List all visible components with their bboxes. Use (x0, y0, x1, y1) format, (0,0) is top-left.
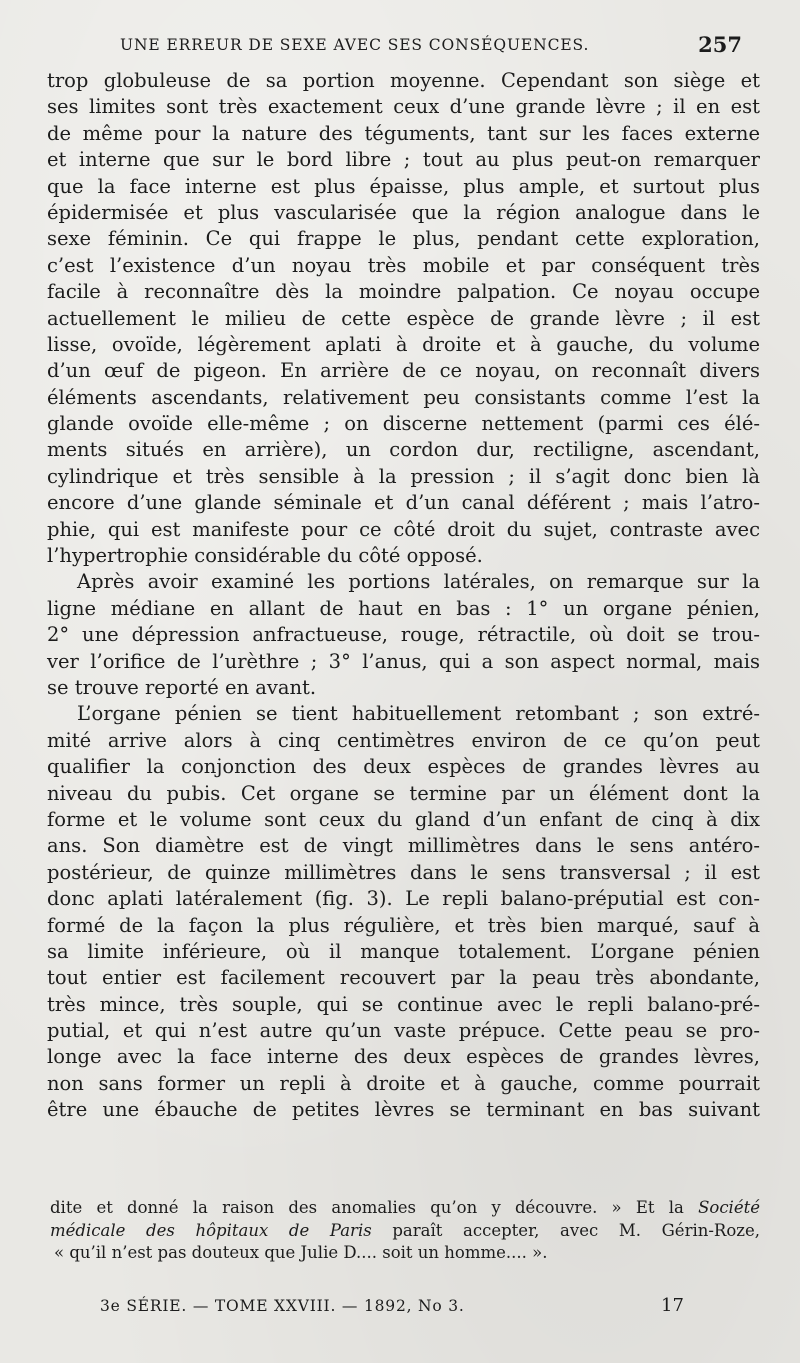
text-line: postérieur, de quinze millimètres dans le sens transversal ; il est (47, 860, 760, 884)
text-line: ses limites sont très exactement ceux d’une grande lèvre ; il en est (47, 95, 760, 119)
text-line: phie, qui est manifeste pour ce côté droit du sujet, contraste avec (47, 517, 760, 541)
text-line: d’un œuf de pigeon. En arrière de ce noyau, on reconnaît divers (47, 359, 760, 383)
text-line: formé de la façon la plus régulière, et très bien marqué, sauf à (47, 913, 760, 937)
printer-signature (50, 1295, 750, 1323)
text-line: ver l’orifice de l’urèthre ; 3° l’anus, qui a son aspect normal, mais (47, 649, 760, 673)
text-line: forme et le volume sont ceux du gland d’un enfant de cinq à dix (47, 807, 760, 831)
page-number: 257 (698, 32, 742, 57)
text-line: éléments ascendants, relativement peu consistants comme l’est la (47, 385, 760, 409)
text-line: lisse, ovoïde, légèrement aplati à droite et à gauche, du volume (47, 332, 760, 356)
paragraph-start-line: Après avoir examiné les portions latérales, on remarque sur la (77, 570, 760, 594)
series-volume-info: 3e SÉRIE. — TOME XXVIII. — 1892, No 3. (100, 1297, 465, 1315)
text-line: donc aplati latéralement (fig. 3). Le repli balano-préputial est con- (47, 887, 760, 911)
footnote-line (50, 1197, 760, 1220)
text-line: trop globuleuse de sa portion moyenne. Cependant son siège et (47, 69, 760, 92)
text-line: niveau du pubis. Cet organe se termine par un élément dont la (47, 781, 760, 805)
text-line: se trouve reporté en avant. (47, 675, 317, 699)
footnote-line (50, 1220, 760, 1243)
text-line: glande ovoïde elle-même ; on discerne nettement (parmi ces élé- (47, 412, 760, 436)
text-line: 2° une dépression anfractueuse, rouge, rétractile, où doit se trou- (47, 623, 760, 647)
text-line: de même pour la nature des téguments, tant sur les faces externe (47, 121, 760, 145)
text-line: sexe féminin. Ce qui frappe le plus, pendant cette exploration, (47, 227, 760, 251)
text-line: c’est l’existence d’un noyau très mobile et par conséquent très (47, 253, 760, 277)
footnote-italic-text: médicale des hôpitaux de Paris (50, 1220, 372, 1240)
footnote-text: dite et donné la raison des anomalies qu’on y découvre. » Et la (50, 1198, 684, 1217)
text-line: l’hypertrophie considérable du côté opposé. (47, 544, 483, 568)
text-line: encore d’une glande séminale et d’un canal déférent ; mais l’atro- (47, 491, 760, 515)
running-title: UNE ERREUR DE SEXE AVEC SES CONSÉQUENCES. (120, 36, 590, 54)
footnote-italic-text: Société (698, 1198, 760, 1217)
text-line: ments situés en arrière), un cordon dur, rectiligne, ascendant, (47, 438, 760, 462)
text-line: mité arrive alors à cinq centimètres environ de ce qu’on peut (47, 728, 760, 752)
sheet-number: 17 (661, 1295, 684, 1316)
text-line: longe avec la face interne des deux espèces de grandes lèvres, (47, 1045, 760, 1069)
text-line: non sans former un repli à droite et à gauche, comme pourrait (47, 1071, 760, 1095)
body-text (47, 68, 760, 1124)
text-line: être une ébauche de petites lèvres se terminant en bas suivant (47, 1098, 760, 1122)
footnote-text: paraît accepter, avec M. Gérin-Roze, (392, 1220, 760, 1240)
text-line: ans. Son diamètre est de vingt millimètres dans le sens antéro- (47, 834, 760, 858)
paragraph-start-line: L’organe pénien se tient habituellement retombant ; son extré- (77, 702, 760, 726)
text-line: tout entier est facilement recouvert par la peau très abondante, (47, 966, 760, 990)
text-line: qualifier la conjonction des deux espèces de grandes lèvres au (47, 755, 760, 779)
text-line: putial, et qui n’est autre qu’un vaste prépuce. Cette peau se pro- (47, 1019, 760, 1043)
text-line: ligne médiane en allant de haut en bas : 1° un organe pénien, (47, 596, 760, 620)
text-line: et interne que sur le bord libre ; tout au plus peut-on remarquer (47, 148, 760, 172)
text-line: actuellement le milieu de cette espèce de grande lèvre ; il est (47, 306, 760, 330)
text-line: cylindrique et très sensible à la pression ; il s’agit donc bien là (47, 464, 760, 488)
running-header (56, 34, 746, 64)
text-line: épidermisée et plus vascularisée que la région analogue dans le (47, 200, 760, 224)
text-line: sa limite inférieure, où il manque totalement. L’organe pénien (47, 939, 760, 963)
footnote-line: « qu’il n’est pas douteux que Julie D.... soit un homme.... ». (54, 1243, 548, 1262)
footnote (50, 1197, 760, 1265)
text-line: très mince, très souple, qui se continue avec le repli balano-pré- (47, 992, 760, 1016)
text-line: que la face interne est plus épaisse, plus ample, et surtout plus (47, 174, 760, 198)
text-line: facile à reconnaître dès la moindre palpation. Ce noyau occupe (47, 280, 760, 304)
